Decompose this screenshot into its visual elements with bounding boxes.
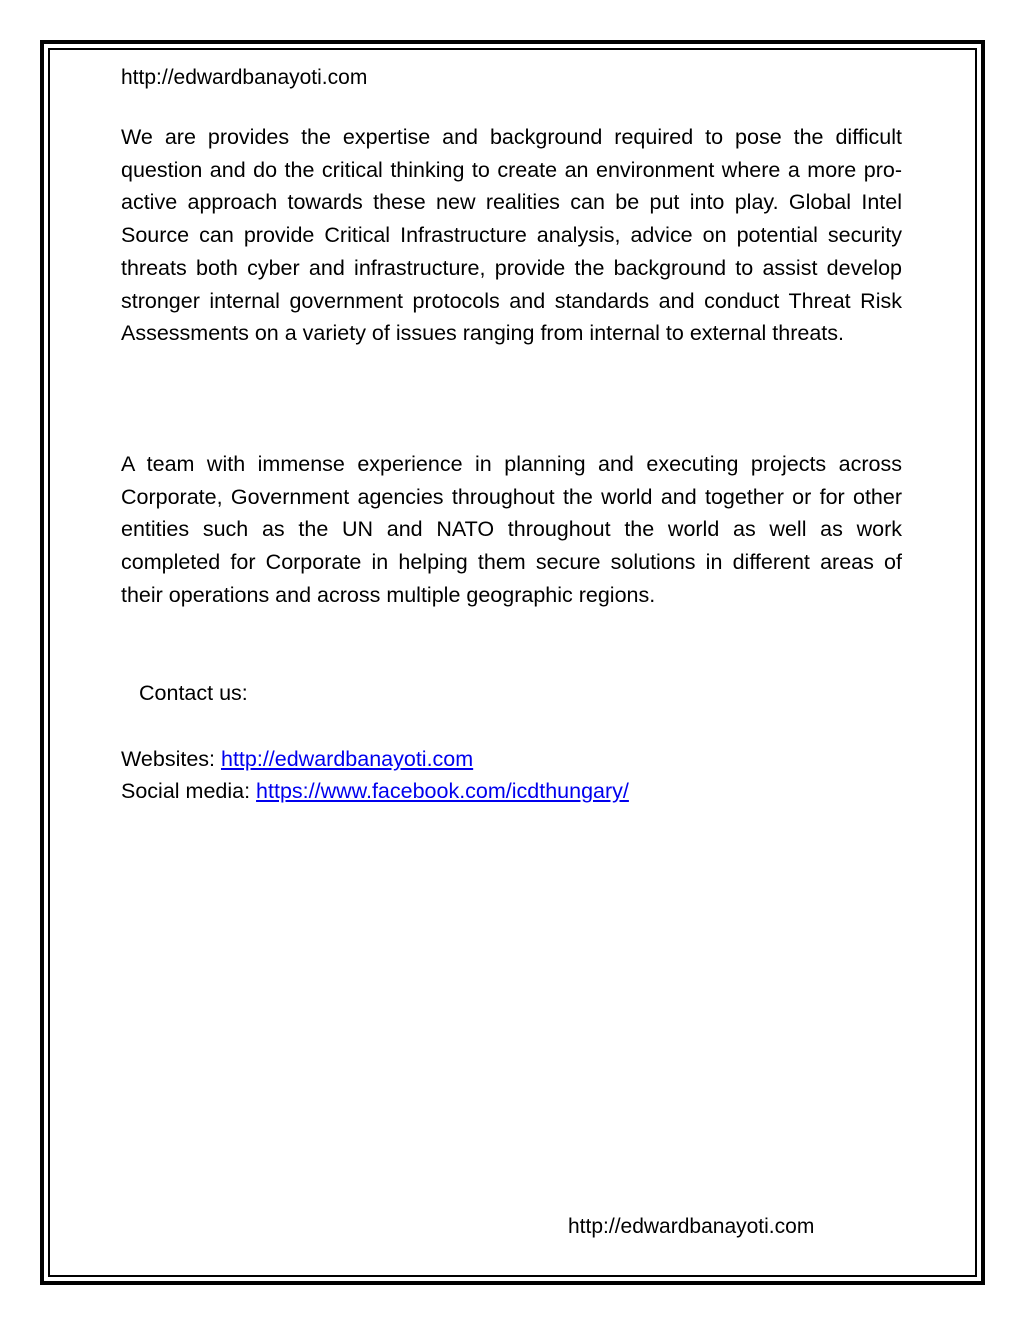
body-paragraph-2: A team with immense experience in planning and executing projects across Corporate, Government agencies throughout the world and together or for other entities such as the UN and NATO throughout the world as well as work completed for Corporate in helping them secure solutions in different areas of their operations and across multiple geographic regions. xyxy=(121,452,902,607)
social-media-label: Social media: xyxy=(121,779,257,803)
contact-social-line xyxy=(121,775,629,807)
contact-websites-line xyxy=(121,743,473,775)
contact-heading: Contact us: xyxy=(139,681,248,705)
websites-link[interactable]: http://edwardbanayoti.com xyxy=(220,747,474,771)
header-url: http://edwardbanayoti.com xyxy=(121,66,368,89)
body-paragraph-1: We are provides the expertise and background required to pose the difficult question and do the critical thinking to create an environment where a more pro-active approach towards these new realities can be put into play. Global Intel Source can provide Critical Infrastructure analysis, advice on potential security threats both cyber and infrastructure, provide the background to assist develop stronger internal government protocols and standards and conduct Threat Risk Assessments on a variety of issues ranging from internal to external threats. xyxy=(121,125,902,346)
footer-url: http://edwardbanayoti.com xyxy=(568,1215,815,1238)
websites-label: Websites: xyxy=(121,747,221,771)
social-media-link[interactable]: https://www.facebook.com/icdthungary/ xyxy=(256,779,629,803)
